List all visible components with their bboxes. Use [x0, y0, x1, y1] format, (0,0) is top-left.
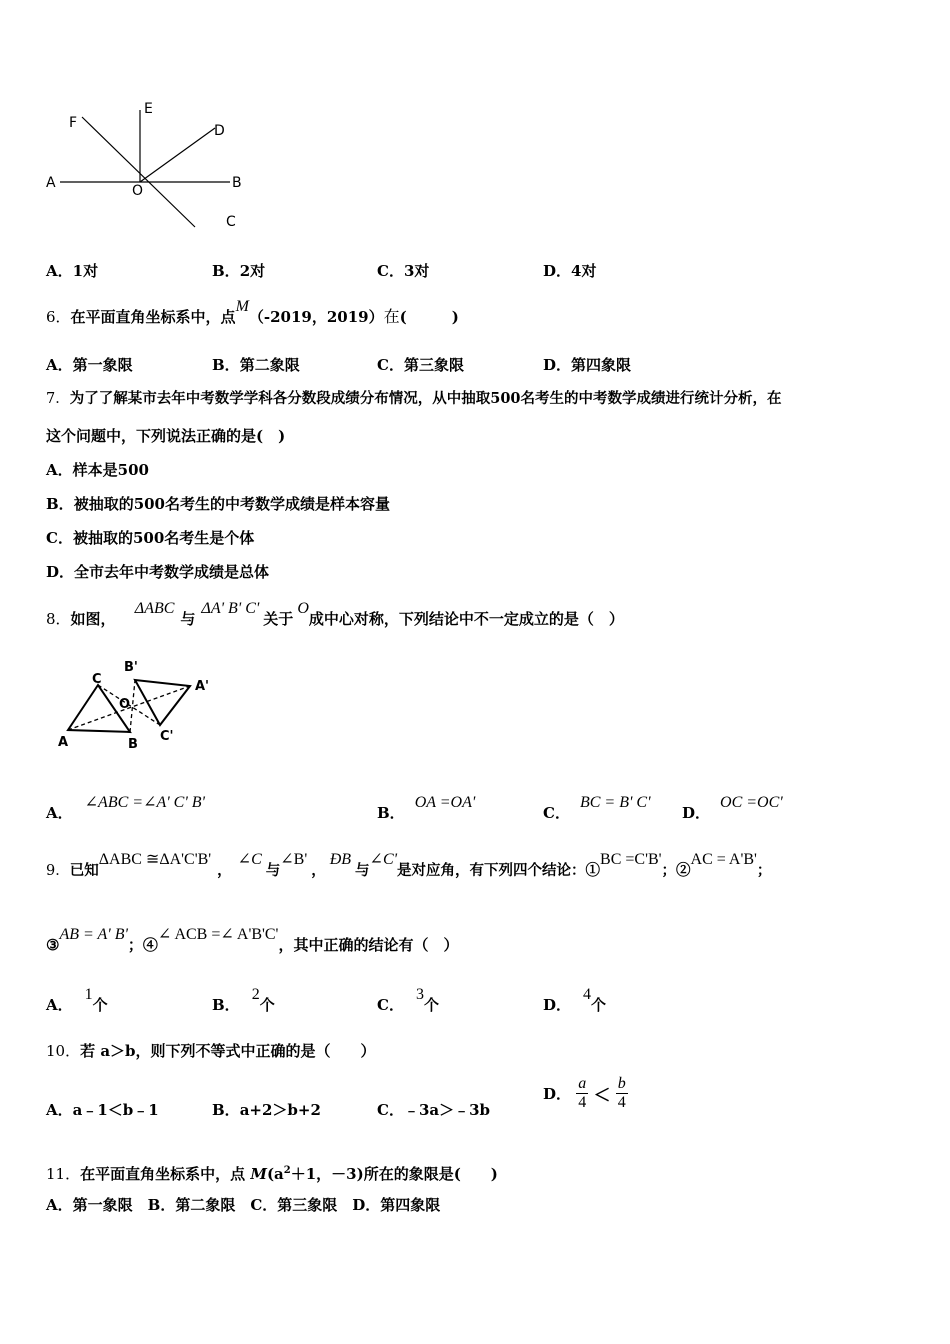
fig8-label-c: C: [92, 672, 102, 687]
q9-stem-line1: 9．已知ΔABC ≅ΔA'C'B'，∠C与∠B'，ÐB与∠C'是对应角，有下列四个结论：①BC =C'B'；②AC = A'B'；: [46, 851, 772, 879]
fig8-label-a: A: [58, 735, 69, 750]
q8-option-d[interactable]: D．OC =OC': [682, 794, 783, 822]
q8-option-b[interactable]: B．OA =OA': [377, 794, 476, 822]
q6-option-c[interactable]: C．第三象限: [377, 356, 464, 374]
q5-option-c[interactable]: C．3对: [377, 262, 430, 280]
q11-stem: 11．在平面直角坐标系中，点 $M(a^2+1$，－3)所在的象限是( ): [46, 1165, 498, 1183]
q9-option-a[interactable]: A．1个: [46, 986, 108, 1014]
q6-option-a[interactable]: A．第一象限: [46, 356, 133, 374]
q8-stem: 8．如图， ΔABC与ΔA' B' C'关于O成中心对称，下列结论中不一定成立的是（ ）: [46, 600, 624, 628]
q5-option-d[interactable]: D．4对: [543, 262, 597, 280]
q10-option-a[interactable]: A．a﹣1＜b﹣1: [46, 1101, 159, 1119]
q7-stem-line2: 这个问题中，下列说法正确的是( ): [46, 427, 286, 445]
label-b: B: [232, 175, 242, 191]
q6-option-b[interactable]: B．第二象限: [212, 356, 300, 374]
q7-option-c[interactable]: C．被抽取的500名考生是个体: [46, 529, 255, 547]
label-f: F: [69, 115, 78, 131]
q6-point: M: [235, 298, 249, 315]
fig8-label-c1: C': [160, 729, 174, 744]
label-c: C: [226, 214, 236, 230]
q7-stem-line1: 7．为了了解某市去年中考数学学科各分数段成绩分布情况，从中抽取500名考生的中考数学成绩进行统计分析，在: [46, 390, 782, 407]
fig8-label-b: B: [128, 737, 138, 752]
q7-option-d[interactable]: D．全市去年中考数学成绩是总体: [46, 563, 270, 581]
q9-option-c[interactable]: C．3个: [377, 986, 439, 1014]
q10-option-c[interactable]: C．﹣3a＞﹣3b: [377, 1101, 491, 1119]
fig8-label-o: O: [119, 697, 131, 712]
central-symmetry-figure: [50, 650, 230, 760]
label-e: E: [144, 101, 153, 117]
fraction-a-over-4: $\frac{a}{4}$: [578, 1075, 587, 1111]
q7-option-a[interactable]: A．样本是500: [46, 461, 149, 479]
q5-option-a[interactable]: A．1对: [46, 262, 99, 280]
q6-option-d[interactable]: D．第四象限: [543, 356, 632, 374]
fig8-label-a1: A': [195, 679, 210, 694]
fraction-b-over-4: $\frac{b}{4}$: [617, 1075, 626, 1111]
label-d: D: [214, 123, 225, 139]
q10-stem: 10．若 a＞b，则下列不等式中正确的是（ ）: [46, 1042, 376, 1060]
label-a: A: [46, 175, 56, 191]
q9-option-d[interactable]: D．4个: [543, 986, 607, 1014]
q7-option-b[interactable]: B．被抽取的500名考生的中考数学成绩是样本容量: [46, 495, 391, 513]
q10-option-d[interactable]: D． $\frac{a}{4}$ ＜ $\frac{b}{4}$: [543, 1075, 626, 1111]
q11-options[interactable]: A．第一象限 B．第二象限 C．第三象限 D．第四象限: [46, 1196, 441, 1214]
label-o: O: [132, 183, 144, 199]
angle-figure: [40, 95, 260, 235]
ray-od: [140, 128, 215, 182]
q8-option-c[interactable]: C．BC = B' C': [543, 794, 651, 822]
q6-stem: 6．在平面直角坐标系中，点M（-2019，2019）在( ): [46, 298, 459, 326]
q9-option-b[interactable]: B．2个: [212, 986, 275, 1014]
q5-option-b[interactable]: B．2对: [212, 262, 266, 280]
q9-stem-line2: ③AB = A' B'；④∠ ACB =∠ A'B'C'，其中正确的结论有（ ）: [46, 926, 459, 954]
q10-option-b[interactable]: B．a+2＞b+2: [212, 1101, 321, 1119]
line-fc: [82, 117, 195, 227]
fig8-label-b1: B': [124, 660, 138, 675]
q8-option-a[interactable]: A．∠ABC =∠A' C' B': [46, 794, 205, 822]
